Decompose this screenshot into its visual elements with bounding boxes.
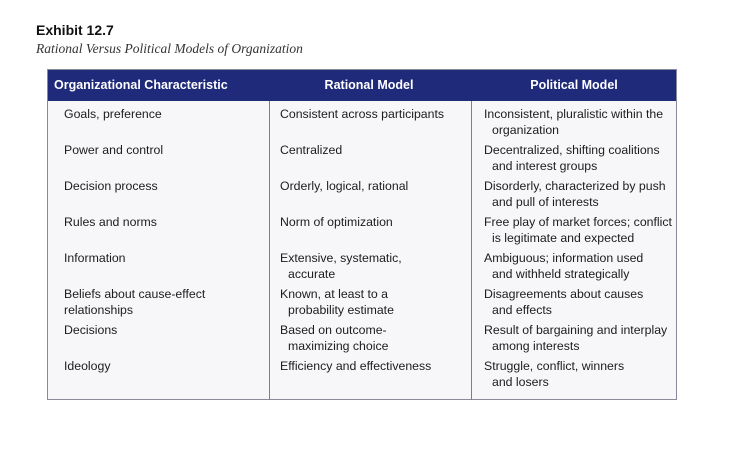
cell-line: Information [64,251,126,265]
cell-political [484,286,674,318]
exhibit-label: Exhibit 12.7 [36,22,114,38]
cell-line: Disagreements about causes [484,287,644,301]
cell-rational [280,214,465,230]
table-row [48,142,676,178]
cell-line: organization [492,123,559,137]
comparison-table [47,69,677,400]
table-row [48,178,676,214]
cell-line: Norm of optimization [280,215,393,229]
cell-line: is legitimate and expected [492,231,635,245]
cell-line: Goals, preference [64,107,162,121]
table-row [48,286,676,322]
header-rational-model: Rational Model [324,78,414,92]
cell-political [484,358,674,390]
cell-characteristic [64,142,264,158]
cell-characteristic [64,286,264,318]
cell-political [484,250,674,282]
cell-rational [280,106,465,122]
table-row [48,106,676,142]
header-characteristic: Organizational Characteristic [54,78,228,92]
cell-line: Ideology [64,359,111,373]
cell-line: Disorderly, characterized by push [484,179,666,193]
cell-line: Beliefs about cause-effect [64,287,206,301]
cell-line: and interest groups [492,159,598,173]
cell-rational [280,142,465,158]
cell-line: Inconsistent, pluralistic within the [484,107,664,121]
cell-line: Based on outcome- [280,323,387,337]
exhibit-caption: Rational Versus Political Models of Organization [36,41,303,56]
cell-line: Consistent across participants [280,107,445,121]
cell-line: Result of bargaining and interplay [484,323,668,337]
cell-political [484,322,674,354]
cell-characteristic [64,358,264,374]
cell-line: probability estimate [288,303,394,317]
cell-line: Free play of market forces; conflict [484,215,672,229]
cell-line: Decentralized, shifting coalitions [484,143,660,157]
cell-rational [280,322,465,354]
cell-line: and effects [492,303,552,317]
table-header-row [48,70,676,101]
cell-line: Efficiency and effectiveness [280,359,432,373]
cell-line: Centralized [280,143,343,157]
cell-line: accurate [288,267,336,281]
cell-rational [280,286,465,318]
cell-line: Extensive, systematic, [280,251,402,265]
cell-line: Rules and norms [64,215,157,229]
cell-line: among interests [492,339,580,353]
cell-political [484,142,674,174]
table-row [48,250,676,286]
cell-characteristic [64,250,264,266]
cell-political [484,214,674,246]
cell-line: Struggle, conflict, winners [484,359,625,373]
cell-line: Decisions [64,323,118,337]
cell-line: Power and control [64,143,164,157]
table-row [48,322,676,358]
cell-line: and losers [492,375,549,389]
cell-line: maximizing choice [288,339,389,353]
cell-rational [280,358,465,374]
cell-characteristic [64,214,264,230]
cell-rational [280,250,465,282]
cell-line: Ambiguous; information used [484,251,644,265]
cell-political [484,106,674,138]
cell-characteristic [64,178,264,194]
cell-line: relationships [64,303,134,317]
cell-line: Decision process [64,179,158,193]
header-political-model: Political Model [530,78,618,92]
cell-line: and withheld strategically [492,267,630,281]
cell-political [484,178,674,210]
cell-characteristic [64,322,264,338]
cell-line: Orderly, logical, rational [280,179,409,193]
cell-rational [280,178,465,194]
table-row [48,214,676,250]
cell-characteristic [64,106,264,122]
cell-line: and pull of interests [492,195,599,209]
cell-line: Known, at least to a [280,287,389,301]
table-row [48,358,676,394]
